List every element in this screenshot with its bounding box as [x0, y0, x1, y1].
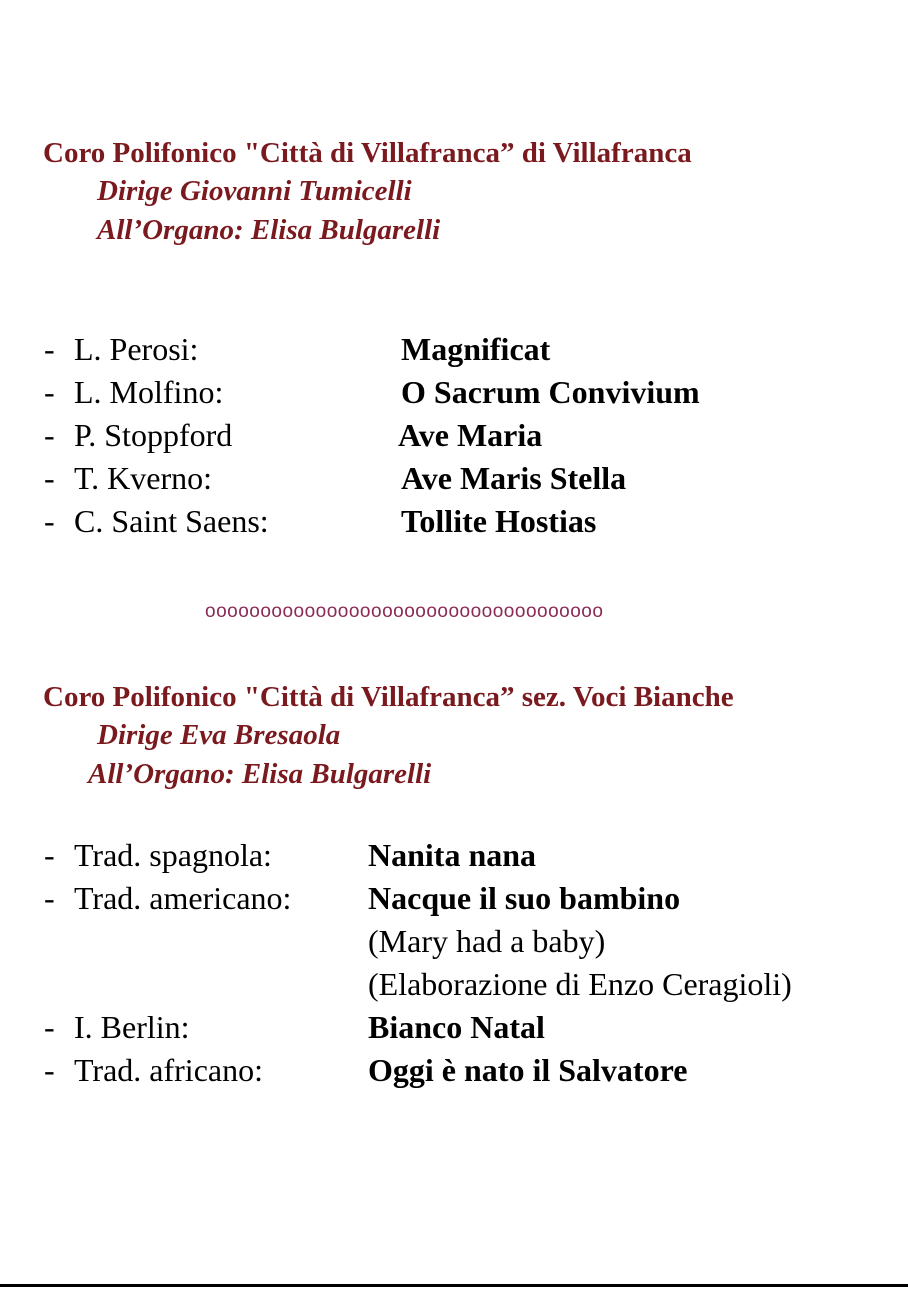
work-title: O Sacrum Convivium: [401, 374, 700, 410]
choir-title-2: Coro Polifonico "Città di Villafranca” sez. Voci Bianche: [43, 681, 734, 713]
work-title: Ave Maris Stella: [401, 460, 627, 496]
work-note: (Elaborazione di Enzo Ceragioli): [368, 966, 792, 1002]
composer: P. Stoppford: [74, 417, 233, 453]
director-1: Dirige Giovanni Tumicelli: [97, 175, 412, 207]
work-title: Magnificat: [401, 331, 551, 367]
program-item: [44, 333, 884, 369]
work-title: Nacque il suo bambino: [368, 880, 681, 916]
list-dash: -: [44, 837, 55, 873]
list-dash: -: [44, 460, 55, 496]
list-dash: -: [44, 503, 55, 539]
program-item: [44, 505, 884, 541]
program-item: [44, 1054, 884, 1090]
director-2: Dirige Eva Bresaola: [97, 719, 341, 751]
list-dash: -: [44, 1009, 55, 1045]
choir-title-1: Coro Polifonico "Città di Villafranca” di Villafranca: [43, 137, 692, 169]
list-dash: -: [44, 1052, 55, 1088]
composer: Trad. americano:: [74, 880, 292, 916]
program-item: [44, 376, 884, 412]
program-item: [44, 882, 884, 918]
organist-1: All’Organo: Elisa Bulgarelli: [97, 214, 441, 246]
work-title: Oggi è nato il Salvatore: [368, 1052, 688, 1088]
program-item: [44, 839, 884, 875]
composer: T. Kverno:: [74, 460, 213, 496]
program-item: [44, 1011, 884, 1047]
work-title: Bianco Natal: [368, 1009, 545, 1045]
program-item: [44, 462, 884, 498]
work-note: (Mary had a baby): [368, 923, 606, 959]
composer: L. Molfino:: [74, 374, 224, 410]
composer: C. Saint Saens:: [74, 503, 269, 539]
list-dash: -: [44, 331, 55, 367]
list-dash: -: [44, 880, 55, 916]
composer: Trad. africano:: [74, 1052, 263, 1088]
list-dash: -: [44, 417, 55, 453]
work-title: Nanita nana: [368, 837, 537, 873]
composer: L. Perosi:: [74, 331, 199, 367]
work-title: Tollite Hostias: [401, 503, 597, 539]
section-divider: oooooooooooooooooooooooooooooooooooo: [205, 601, 604, 622]
composer: I. Berlin:: [74, 1009, 190, 1045]
organist-2: All’Organo: Elisa Bulgarelli: [88, 758, 432, 790]
work-title: Ave Maria: [398, 417, 543, 453]
program-item: [44, 419, 884, 455]
list-dash: -: [44, 374, 55, 410]
page-bottom-rule: [0, 1284, 908, 1287]
composer: Trad. spagnola:: [74, 837, 272, 873]
